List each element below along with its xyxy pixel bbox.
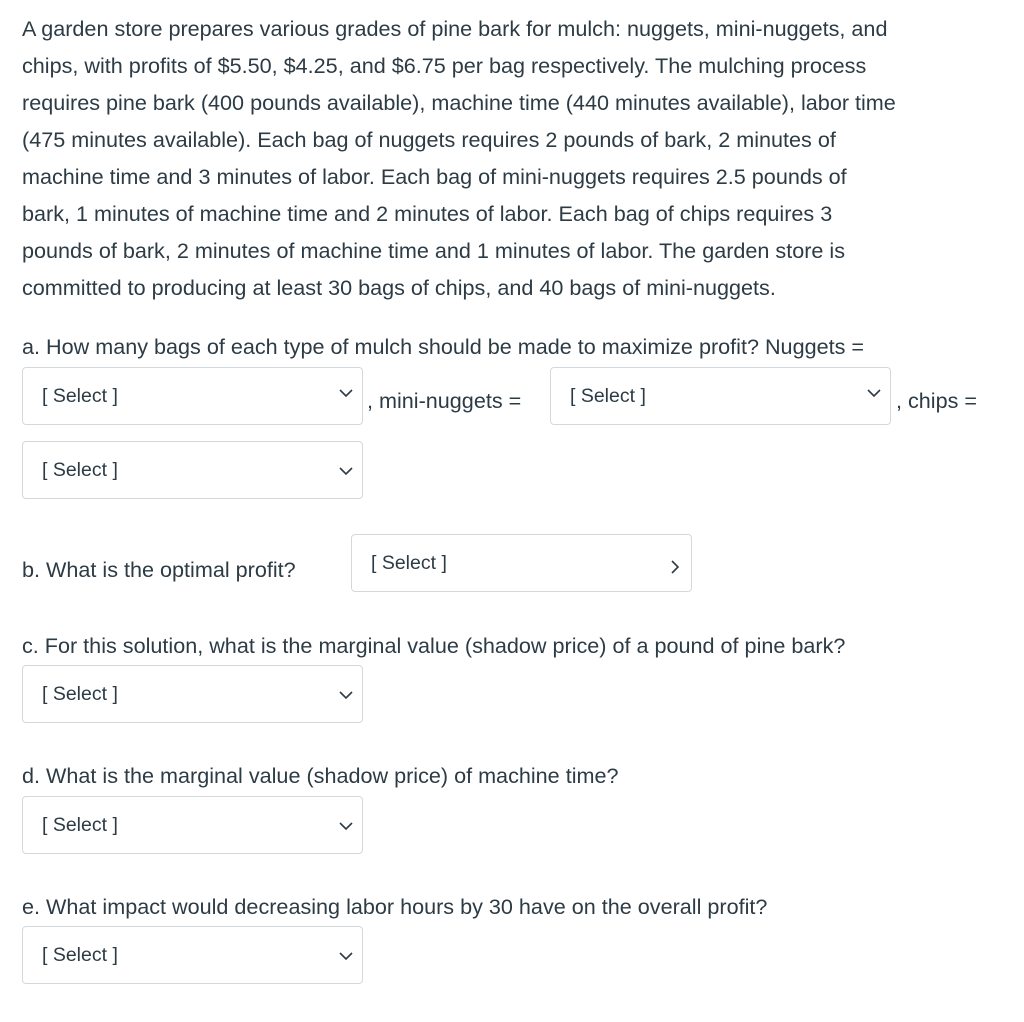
bark-shadow-price-select-value: [ Select ] [42,683,118,705]
chevron-down-icon [338,950,354,962]
machine-shadow-price-select[interactable] [22,796,363,854]
mini-nuggets-select-value: [ Select ] [570,385,646,407]
labor-impact-select[interactable] [22,926,363,984]
chevron-right-icon [669,559,681,575]
nuggets-select-value: [ Select ] [42,385,118,407]
chevron-down-icon [338,465,354,477]
question-c-text: c. For this solution, what is the marginal value (shadow price) of a pound of pine bark? [22,633,846,658]
problem-line: committed to producing at least 30 bags of chips, and 40 bags of mini-nuggets. [22,275,776,300]
chevron-down-icon [866,387,882,399]
chips-select-value: [ Select ] [42,459,118,481]
problem-line: bark, 1 minutes of machine time and 2 minutes of labor. Each bag of chips requires 3 [22,201,833,226]
problem-line: (475 minutes available). Each bag of nuggets requires 2 pounds of bark, 2 minutes of [22,127,836,152]
problem-line: chips, with profits of $5.50, $4.25, and $6.75 per bag respectively. The mulching process [22,53,867,78]
problem-line: machine time and 3 minutes of labor. Each bag of mini-nuggets requires 2.5 pounds of [22,164,847,189]
question-d-text: d. What is the marginal value (shadow price) of machine time? [22,763,619,788]
problem-line: A garden store prepares various grades of pine bark for mulch: nuggets, mini-nuggets, and [22,16,888,41]
nuggets-select[interactable] [22,367,363,425]
labor-impact-select-value: [ Select ] [42,944,118,966]
problem-statement [22,10,1012,306]
chevron-down-icon [338,689,354,701]
problem-line: pounds of bark, 2 minutes of machine time and 1 minutes of labor. The garden store is [22,238,846,263]
mini-nuggets-label: , mini-nuggets = [367,388,522,413]
chips-label: , chips = [896,388,978,413]
bark-shadow-price-select[interactable] [22,665,363,723]
mini-nuggets-select[interactable] [550,367,891,425]
chevron-down-icon [338,387,354,399]
machine-shadow-price-select-value: [ Select ] [42,814,118,836]
question-b-text: b. What is the optimal profit? [22,557,296,582]
problem-line: requires pine bark (400 pounds available), machine time (440 minutes available), labor time [22,90,896,115]
chips-select[interactable] [22,441,363,499]
question-a-text: a. How many bags of each type of mulch should be made to maximize profit? Nuggets = [22,334,864,359]
optimal-profit-select[interactable] [351,534,692,592]
chevron-down-icon [338,820,354,832]
question-e-text: e. What impact would decreasing labor hours by 30 have on the overall profit? [22,894,768,919]
optimal-profit-select-value: [ Select ] [371,552,447,574]
